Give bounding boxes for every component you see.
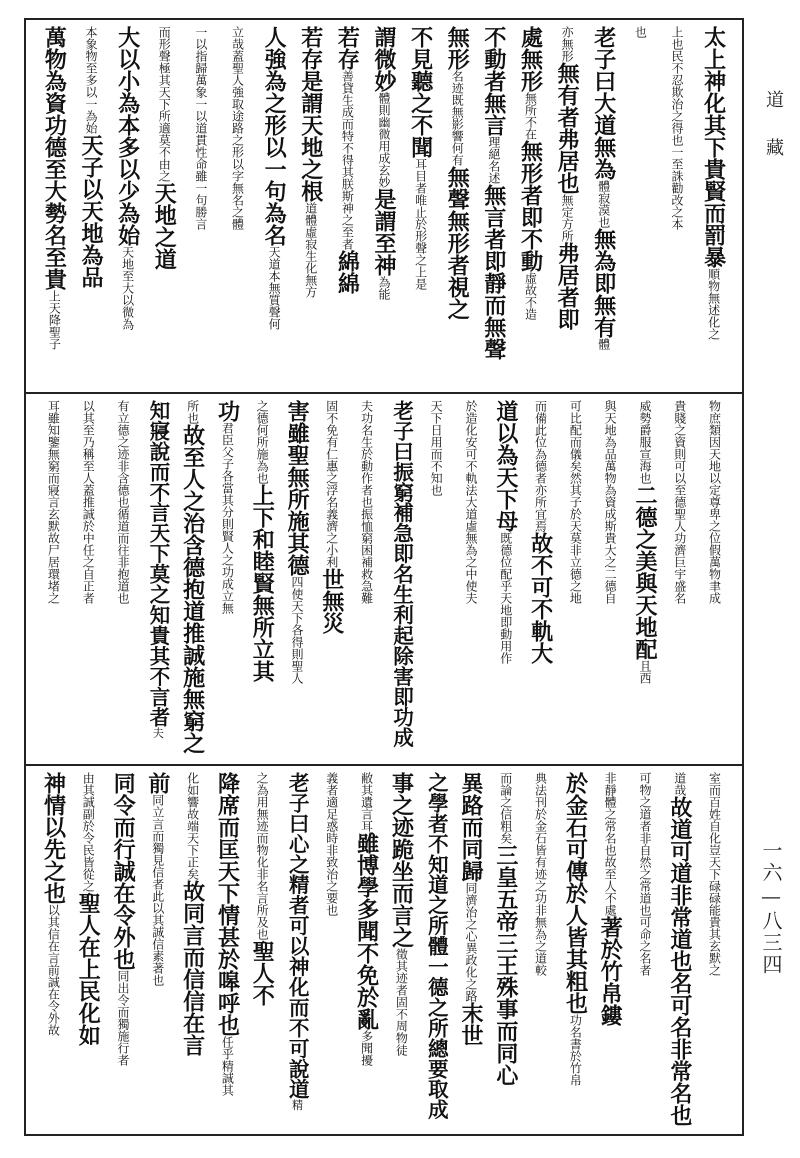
main-text: 聖人不	[249, 940, 276, 1006]
commentary-text: 貴賤之資則可以至德聖人功濟巨宇盛名	[672, 400, 687, 604]
text-column	[419, 772, 454, 1128]
panel-bottom	[26, 766, 742, 1134]
commentary-text: 天地至大以微為	[120, 246, 135, 330]
main-text: 三皇五帝三王殊事而同心	[492, 844, 519, 1086]
main-text: 若存	[334, 26, 361, 70]
collection-title: 道藏	[763, 90, 784, 186]
commentary-text: 上天降聖子	[47, 290, 62, 350]
commentary-text: 耳雖知鑒無窮而寢言玄默故尸居環堵之	[46, 400, 61, 604]
panel-columns	[36, 400, 732, 758]
commentary-text: 同立言而獨見信者此以其誠信素著也	[150, 794, 165, 986]
commentary-text: 無定方所	[560, 194, 575, 242]
main-text: 謂微妙	[371, 26, 398, 92]
commentary-text: 所也	[185, 400, 200, 424]
commentary-text: 之德何所施為也	[255, 400, 270, 484]
main-text: 太上神化其下貴賢而罰暴	[700, 26, 727, 268]
main-text: 上下和睦賢無所立其	[249, 484, 276, 682]
text-column	[140, 400, 175, 758]
main-text: 無有者弗居也	[554, 62, 581, 194]
main-text: 雖博學多聞不免於亂	[353, 832, 380, 1030]
commentary-text: 可物之道者非自然之常道也可命之名者	[637, 772, 652, 976]
text-column	[245, 772, 280, 1128]
commentary-text: 同出令而獨施行者	[115, 970, 130, 1066]
main-text: 著於竹帛鏤	[597, 916, 624, 1026]
main-text: 害雖聖無所施其德	[284, 400, 311, 576]
commentary-text: 而形聲極其天下所適莫不由之	[157, 26, 172, 182]
commentary-text: 體則幽微用成玄妙	[376, 92, 391, 188]
commentary-text: 善貸生成而特不得其朕斯神之至者	[340, 70, 355, 250]
text-column	[36, 772, 71, 1128]
commentary-text: 室而百姓自化豈天下碌碌能貴其玄默之	[707, 772, 722, 976]
text-column	[659, 26, 696, 386]
main-text: 不見聽之不聞	[407, 26, 434, 158]
text-column	[488, 772, 523, 1128]
main-text: 無為即無有	[590, 228, 617, 338]
main-text: 是謂至神	[371, 188, 398, 276]
main-text: 弗居者即	[554, 242, 581, 330]
page-number: 一六—八三四	[759, 840, 783, 976]
main-text: 世無災	[318, 568, 345, 634]
text-column	[593, 772, 628, 1128]
text-column	[549, 26, 586, 386]
main-text: 天子以天地為品	[78, 134, 105, 288]
text-column	[454, 772, 489, 1128]
text-column	[73, 26, 110, 386]
commentary-text: 天道本無質聲何	[267, 246, 282, 330]
text-column	[349, 400, 384, 758]
main-text: 老子曰振窮補急即名生利起除害即功成	[389, 400, 414, 748]
main-text: 故道可道非常道也名可名非常名也	[666, 796, 693, 1126]
main-text: 若存是謂天地之根	[297, 26, 324, 202]
commentary-text: 為能	[376, 276, 391, 300]
commentary-text: 物庶類因天地以定尊卑之位假萬物聿成	[707, 400, 722, 604]
commentary-text: 耳目者唯止於形聲之上是	[413, 158, 428, 290]
text-column	[109, 26, 146, 386]
commentary-text: 於造化安可不軌法大道虛無為之中使夫	[463, 400, 478, 604]
commentary-text: 而論之信粗矣	[498, 772, 513, 844]
commentary-text: 且西	[637, 660, 652, 684]
text-column	[210, 772, 245, 1128]
commentary-text: 典法刊於金石皆有迹之功非無為之道較	[533, 772, 548, 976]
panel-middle	[26, 394, 742, 766]
main-text: 故不可不軌大	[527, 532, 554, 664]
text-column	[183, 26, 220, 386]
commentary-text: 敝其遺言耳	[359, 772, 374, 832]
commentary-text: 名迹既無影響何有	[450, 70, 465, 166]
main-text: 綿綿	[334, 250, 361, 294]
text-column	[36, 26, 73, 386]
commentary-text: 以其至乃稱至人蓋推誠於中任之自正者	[81, 400, 96, 604]
main-text: 知寢說而不言天下莫之知貴其不言者	[146, 400, 171, 728]
text-column	[523, 400, 558, 758]
commentary-text: 任乎精誠其	[220, 1036, 235, 1096]
main-text: 處無形	[517, 26, 544, 92]
commentary-text: 而備此位為德者亦所宜焉	[533, 400, 548, 532]
text-column	[71, 400, 106, 758]
commentary-text: 由其誠副於令民皆從之	[81, 772, 96, 892]
text-column	[419, 400, 454, 758]
main-text: 前	[144, 772, 171, 794]
text-column	[476, 26, 513, 386]
commentary-text: 多聞擾	[359, 1030, 374, 1066]
text-column	[140, 772, 175, 1128]
commentary-text: 天下日用而不知也	[429, 400, 444, 496]
text-column	[558, 400, 593, 758]
main-text: 功	[214, 400, 241, 422]
main-text: 老子曰心之精者可以神化而不可說道	[285, 772, 310, 1100]
main-text: 故同言而信信在言	[179, 880, 206, 1056]
text-column	[662, 772, 697, 1128]
commentary-text: 既德位配乎天地即動用作	[498, 532, 513, 664]
commentary-text: 非靜體之常名也故至人不處	[603, 772, 618, 916]
main-text: 不動者無言	[480, 26, 507, 136]
text-column	[256, 26, 293, 386]
main-text: 人強為之形以一句為名	[261, 26, 288, 246]
text-column	[488, 400, 523, 758]
text-column	[593, 400, 628, 758]
text-column	[71, 772, 106, 1128]
main-text: 萬物為資功德至大勢名至貴	[41, 26, 68, 290]
text-column	[175, 772, 210, 1128]
text-column	[695, 26, 732, 386]
text-column	[280, 772, 315, 1128]
text-column	[366, 26, 403, 386]
text-column	[314, 772, 349, 1128]
commentary-text: 化如響故端天下正矣	[185, 772, 200, 880]
text-column	[280, 400, 315, 758]
commentary-text: 義者適足惑時非致治之要也	[324, 772, 339, 916]
commentary-text: 君臣父子各當其分則賢人之功成立無	[220, 422, 235, 614]
panel-columns	[36, 26, 732, 386]
main-text: 無形者即不動	[517, 140, 544, 272]
commentary-text: 亦無形	[560, 26, 575, 62]
text-column	[558, 772, 593, 1128]
commentary-text: 與天地為品萬物為資成斯貴大之二德自	[603, 400, 618, 604]
commentary-text: 理絕名述	[486, 136, 501, 184]
main-text: 道以為天下母	[492, 400, 519, 532]
text-column	[622, 26, 659, 386]
commentary-text: 道體虛寂生化無方	[303, 202, 318, 298]
text-column	[219, 26, 256, 386]
text-column	[585, 26, 622, 386]
text-column	[628, 772, 663, 1128]
text-column	[384, 400, 419, 758]
commentary-text: 一以指歸萬象一以道貫性命雖一句勝言	[193, 26, 208, 230]
text-column	[402, 26, 439, 386]
commentary-text: 也	[633, 26, 648, 38]
commentary-text: 體寂漠也	[596, 180, 611, 228]
commentary-text: 功名書於竹帛	[568, 1014, 583, 1086]
main-text: 天地之道	[151, 182, 178, 270]
commentary-text: 體	[596, 338, 611, 350]
main-text: 事之迹跪坐而言之	[388, 772, 415, 948]
main-text: 於金石可傳於人皆其粗也	[562, 772, 589, 1014]
commentary-text: 之為用無迹而物化非名言所及也	[255, 772, 270, 940]
panel-top	[26, 20, 742, 394]
commentary-text: 順物無述化之	[706, 268, 721, 340]
commentary-text: 可比配而儀矣然其子於天莫非立德之地	[568, 400, 583, 604]
commentary-text: 威勢爵服宣海也	[637, 400, 652, 484]
main-text: 之學者不知道之所體一德之所總要取成	[424, 772, 449, 1120]
commentary-text: 徵其迹者固不周物徒	[394, 948, 409, 1056]
commentary-text: 同濟治之心異政化之路	[463, 882, 478, 1002]
text-column	[439, 26, 476, 386]
main-text: 末世	[458, 1002, 485, 1046]
text-column	[512, 26, 549, 386]
text-frame	[24, 18, 744, 1136]
text-column	[697, 400, 732, 758]
text-column	[146, 26, 183, 386]
text-column	[349, 772, 384, 1128]
text-column	[628, 400, 663, 758]
main-text: 同令而行誠在令外也	[110, 772, 137, 970]
commentary-text: 本象物至多以一為始	[83, 26, 98, 134]
text-column	[106, 400, 141, 758]
commentary-text: 以其信在言前誠在令外故	[46, 904, 61, 1036]
text-column	[697, 772, 732, 1128]
commentary-text: 四使天下各得則聖人	[289, 576, 304, 684]
commentary-text: 夫	[151, 727, 165, 739]
main-text: 聖人在上民化如	[75, 892, 102, 1046]
commentary-text: 道哉	[672, 772, 687, 796]
text-column	[329, 26, 366, 386]
main-text: 無言者即靜而無聲	[480, 184, 507, 360]
commentary-text: 虛故不造	[523, 272, 538, 320]
text-column	[314, 400, 349, 758]
text-column	[454, 400, 489, 758]
text-column	[523, 772, 558, 1128]
main-text: 故至人之治含德抱道推誠施無窮之	[179, 424, 206, 754]
main-text: 神情以先之也	[40, 772, 67, 904]
text-column	[175, 400, 210, 758]
text-column	[106, 772, 141, 1128]
text-column	[245, 400, 280, 758]
commentary-text: 無所不在	[523, 92, 538, 140]
main-text: 大以小為本多以少為始	[114, 26, 141, 246]
panel-columns	[36, 772, 732, 1128]
commentary-text: 夫功名生於動作者也振恤窮困補救急難	[359, 400, 374, 604]
main-text: 二德之美與天地配	[632, 484, 659, 660]
commentary-text: 固不免有仁惠之浮名義濟之小利	[324, 400, 339, 568]
text-column	[36, 400, 71, 758]
text-column	[292, 26, 329, 386]
commentary-text: 上也民不忍欺治之得也一至誅勸改之本	[669, 26, 684, 230]
main-text: 老子曰大道無為	[590, 26, 617, 180]
text-column	[210, 400, 245, 758]
text-column	[662, 400, 697, 758]
main-text: 降席而匡天下情甚於嗥呼也	[214, 772, 241, 1036]
commentary-text: 有立德之迹非含德也循道而往非抱道也	[115, 400, 130, 604]
main-text: 無形	[444, 26, 471, 70]
main-text: 無聲無形者視之	[444, 166, 471, 320]
text-column	[384, 772, 419, 1128]
commentary-text: 立哉蓋聖人強取途路之形以字無名之體	[230, 26, 245, 230]
main-text: 異路而同歸	[458, 772, 485, 882]
commentary-text: 精	[290, 1099, 304, 1111]
